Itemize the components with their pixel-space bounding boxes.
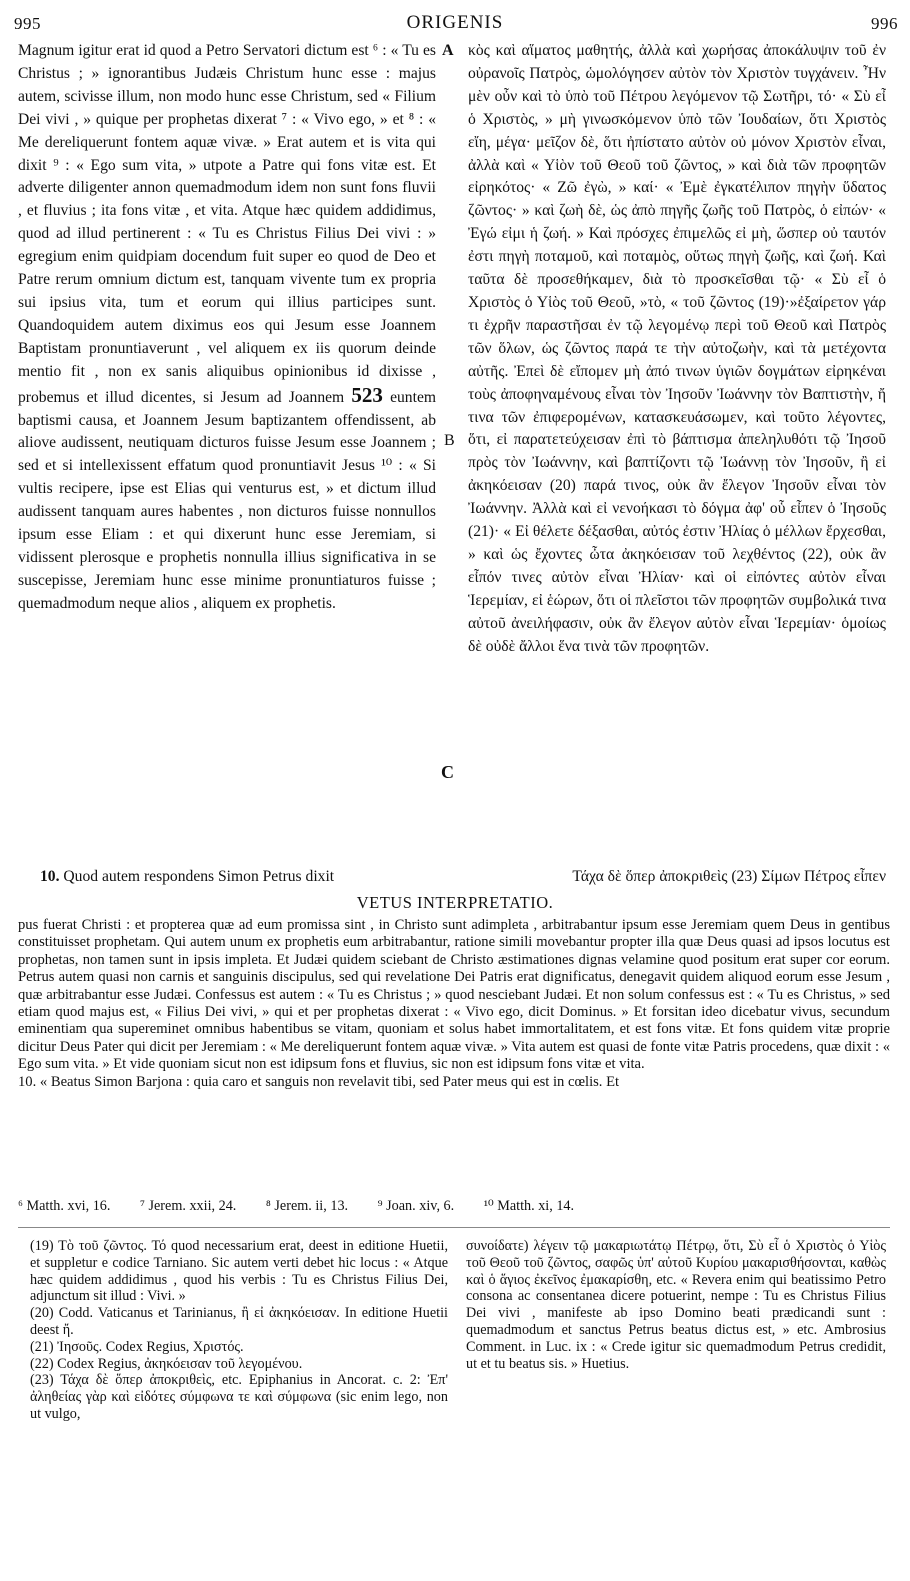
latin-text-continued: euntem baptismi causa, et Joannem Jesum baptizantem offendissent, ab aliove audissent, neutiquam dicturos fuisse Jesum esse Joannem ; sed et si intellexissent effatum quod pronuntiavit Jesus ¹⁰ : « Si vultis recipere, ipse est Elias qui venturus est, » et dictum illud audissent tanquam aures habentes , non dicturos fuisse nonnullos ipsum esse Eliam : et qui dixerunt hunc esse Jeremiam, si vidissent plerosque e prophetis nonnulla illius significativa in se suscepisse, Jeremiam hunc esse minime pronuntiaturos fuisse ; quemadmodum neque alios , aliquem ex prophetis. [18,388,436,612]
running-title: ORIGENIS [406,12,504,33]
greek-text: κὸς καὶ αἵματος μαθητής, ἀλλὰ καὶ χωρήσας ἀποκάλυψιν τοῦ ἐν οὐρανοῖς Πατρὸς, ὡμολόγησεν αὐτὸν τὸν Χριστὸν τυγχάνειν. Ἦν μὲν οὖν καὶ τὸ ὑπὸ τοῦ Πέτρου λεγόμενον τῷ Σωτῆρι, τό· « Σὺ εἶ ὁ Χριστὸς, » μὴ γινωσκόμενον ὑπὸ τῶν Ἰουδαίων, ὅτι Χριστὸς εἴη, μέγα· μεῖζον δὲ, ὅτι ἠπίστατο αὐτὸν οὐ μόνον Χριστὸν εἶναι, ἀλλὰ καὶ « Υἱὸν τοῦ Θεοῦ τοῦ ζῶντος, » καὶ διὰ τῶν προφητῶν εἰρηκότος· « Ζῶ ἐγὼ, » καί· « Ἐμὲ ἐγκατέλιπον πηγὴν ὕδατος ζῶντος· » καὶ ζωὴ δὲ, ὡς ἀπὸ πηγῆς ζωῆς τοῦ Πατρὸς, ὁ εἰπών· « Ἐγώ εἰμι ἡ ζωή. » Καὶ πρόσχες ἐπιμελῶς εἰ μὴ, ὥσπερ οὐ ταυτόν ἐστι πηγὴ ποταμοῦ, καὶ ποταμὸς, οὕτως πηγὴ ζωῆς, καὶ ζωή. Καὶ ταῦτα δὲ προσεθήκαμεν, διὰ τὸ προσκεῖσθαι τῷ· « Σὺ εἶ ὁ Χριστὸς ὁ Υἱὸς τοῦ Θεοῦ, »τὸ, « τοῦ ζῶντος (19)·»ἐξαίρετον γάρ τι ἐχρῆν παραστῆσαι ἐν τῷ λεγομένῳ περὶ τοῦ Θεοῦ καὶ Πατρὸς τῶν ὅλων, ὡς ζῶντος παρά τε τὴν αὐτοζωὴν, καὶ τὰ μετέχοντα αὐτῆς. Ἐπεὶ δὲ εἴπομεν μὴ ἀπό τινων ὑγιῶν δογμάτων εἰρηκέναι τοὺς ἀποφηναμένους εἶναι τὸν Ἰησοῦν Ἰωάννην τὸν Βαπτιστὴν, ἤ τινα τῶν ἐπιφερομένων, κατασκευάσωμεν, καὶ τοῦτο λέγοντες, ὅτι, εἰ παρατετεύχεισαν ἐπὶ τὸ βάπτισμα ἀπεληλυθότι τῷ Ἰησοῦ πρὸς τὸν Ἰωάννην, καὶ βαπτίζοντι τῷ Ἰωάννῃ τὸν Ἰησοῦν, ἢ εἰ ἀκηκόεισαν (20) παρά τινος, οὐκ ἂν ἔλεγον Ἰησοῦν εἶναι τὸν Ἰωάννην. Ἀλλὰ καὶ εἰ νενοήκασι τὸ δόγμα ἀφ' οὗ εἶπεν ὁ Ἰησοῦς (21)· « Εἰ θέλετε δέξασθαι, αὐτός ἐστιν Ἠλίας ὁ μέλλων ἔρχεσθαι, » καὶ ὡς ἔχοντες ὦτα ἀκηκόεισαν τοῦ λεχθέντος (22), οὐκ ἂν εἶπόν τινες αὐτὸν εἶναι Ἠλίαν· καὶ οἱ εἰπόντες αὐτὸν εἶναι Ἱερεμίαν, εἰ ἑώρων, ὅτι οἱ πλεῖστοι τῶν προφητῶν συμβολικά τινα αὐτοῦ ἀνειλήφασιν, οὐκ ἂν ἔλεγον αὐτὸν εἶναι Ἱερεμίαν· ὁμοίως δὲ οὐδὲ ἄλλοι ἕνα τινὰ τῶν προφητῶν. [468,42,886,655]
scripture-reference: ⁸ Jerem. ii, 13. [265,1198,349,1214]
margin-marker-a: A [442,42,454,59]
page-number-right: 996 [871,14,898,33]
editor-note: (21) Ἰησοῦς. Codex Regius, Χριστός. [30,1338,244,1355]
vetus-paragraph: pus fuerat Christi : et propterea quæ ad eum promissa sint , in Christo sunt adimpleta , arbitrabantur ipsum esse Jeremiam quem Deus in gentibus constituisset prophetam. Qui autem unum ex prophetis eum arbitrabantur, ratione simili movebantur propter illa quæ Deus quasi ad ipsos locutus est prophetas, non tamen sunt in ipsis impleta. Et Judæi quidem sciebant de Christo æstimationes dignas velamine quod positum erat super cor eorum. Petrus autem quasi non carnis et sanguinis discipulus, sed qui revelatione Dei Patris erat dignificatus, denegavit quidem aliquod eorum esse Jesum , quæ arbitrabantur esse Judæi. Confessus est autem : « Tu es Christus ; » quod nesciebant Judæi. Et non solum confessus est : « Tu es Christus, » sed etiam quod majus est, « Filius Dei vivi, » qui et per prophetas dixerat : « Vivo ego, dicit Dominus. » Et forsitan ideo dicebatur vivus, secundum eminentiam qua supereminet omnibus habentibus se vitam, quoniam et solus habet immortalitatem, et est fons vitæ. Et fons quidem vitæ proprie dicitur Deus Pater qui dicit per Jeremiam : « Me dereliquerunt fontem aquæ vivæ. » Vita autem est quasi de fonte vitæ Patris procedens, quæ dixit : « Ego sum vita. » Et vide quoniam sicut non est idipsum fons et fluvius, sic non est idipsum fons vitæ et vita. [18,917,890,1073]
vetus-paragraph: 10. « Beatus Simon Barjona : quia caro et sanguis non revelavit tibi, sed Pater meus qui est in cœlis. Et [18,1073,620,1090]
latin-text: Magnum igitur erat id quod a Petro Servatori dictum est ⁶ : « Tu es Christus ; » ignorantibus Judæis Christum hunc esse : majus autem, scivisse illum, non modo hunc esse Christum, sed « Filium Dei vivi , » quique per prophetas dixerat ⁷ : « Vivo ego, » et ⁸ : « Me dereliquerunt fontem aquæ vivæ. » Erat autem et is vita qui dixit ⁹ : « Ego sum vita, » utpote a Patre qui fons vitæ est. Et adverte diligenter annon quemadmodum idem non sunt fons fluvii , et fluvius ; ita fons vitæ , et vita. Atque hæc quidem addidimus, quod ad illud pertinerent : « Tu es Christus Filius Dei vivi : » egregium enim quidpiam docendum fuit super eo quod de Deo et Patre rerum omnium dictum est, tanquam vivente tum ex propria sui ipsius vita, tum et eorum qui illius participes sunt. Quandoquidem autem diximus eos qui Jesum esse Joannem Baptistam pronuntiaverunt , vel aliquem ex iis quorum deinde mentio fit , non ex sanis aliquibus opinionibus id dixisse , probemus et illud dicentes, si Jesum ad Joannem [18,42,436,406]
editor-note: (22) Codex Regius, ἀκηκόεισαν τοῦ λεγομένου. [30,1355,303,1372]
vetus-interpretatio-heading: VETUS INTERPRETATIO. [356,893,554,912]
scripture-reference: ⁷ Jerem. xxii, 24. [139,1198,237,1214]
running-header [0,10,910,36]
scripture-reference: ⁹ Joan. xiv, 6. [377,1198,455,1214]
editor-notes-right [466,1238,886,1372]
vetus-interpretatio-text [18,917,890,1091]
editor-note: (19) Τὸ τοῦ ζῶντος. Τό quod necessarium erat, deest in editione Huetii, et suppletur e codice Tarniano. Sic autem verti debet hic locus : « Atque hæc quidem addidimus , quod his verbis : Tu es Christus Filius Dei, adjunctum sit illud : Vivi. » [30,1238,448,1305]
margin-marker-c: C [441,762,454,782]
divider-rule [18,1227,890,1228]
editor-note: συνοίδατε) λέγειν τῷ μακαριωτάτῳ Πέτρῳ, ὅτι, Σὺ εἶ ὁ Χριστὸς ὁ Υἱὸς τοῦ Θεοῦ τοῦ ζῶντος, σαφῶς ὑπ' αὐτοῦ Κυρίου μακαρισθήσονται, καθὼς καὶ ὁ ἅγιος ἐκεῖνος ἐμακαρίσθη, etc. « Revera enim qui beatissimo Petro consona ac consentanea dicere potuerint, nempe : Tu es Christus Filius Dei vivi , manifeste ab ipso Domino beati prædicandi sunt : quemadmodum et sanctus Petrus beatus dictus est, » etc. Ambrosius Comment. in Luc. ix : « Crede igitur sic quemadmodum Petrus credidit, ut et tu beatus sis. » Huetius. [466,1238,886,1372]
section-10-greek: Τάχα δὲ ὅπερ ἀποκριθεὶς (23) Σίμων Πέτρος εἶπεν [572,868,886,885]
scripture-reference: ¹⁰ Matth. xi, 14. [483,1198,575,1214]
original-page-number: 523 [351,382,383,407]
latin-translation-column [18,40,436,870]
scripture-reference: ⁶ Matth. xvi, 16. [18,1198,111,1214]
section-10-latin-text: Quod autem respondens Simon Petrus dixit [63,868,335,885]
section-number: 10. [40,868,60,885]
margin-marker-b: B [444,432,455,449]
section-10-latin [40,868,440,886]
editor-note: (20) Codd. Vaticanus et Tarinianus, ἢ εἰ ἀκηκόεισαν. In editione Huetii deest ἤ. [30,1305,448,1338]
scripture-references [18,1198,890,1215]
editor-note: (23) Τάχα δὲ ὅπερ ἀποκριθεὶς, etc. Epiphanius in Ancorat. c. 2: Ἐπ' ἀληθείας γὰρ καὶ εἰδότες σύμφωνα τε καὶ σύμφωνα (sic enim lego, non ut vulgo, [30,1372,448,1422]
greek-text-column [468,40,886,870]
page-number-left: 995 [14,14,41,33]
editor-notes-left [30,1238,448,1423]
